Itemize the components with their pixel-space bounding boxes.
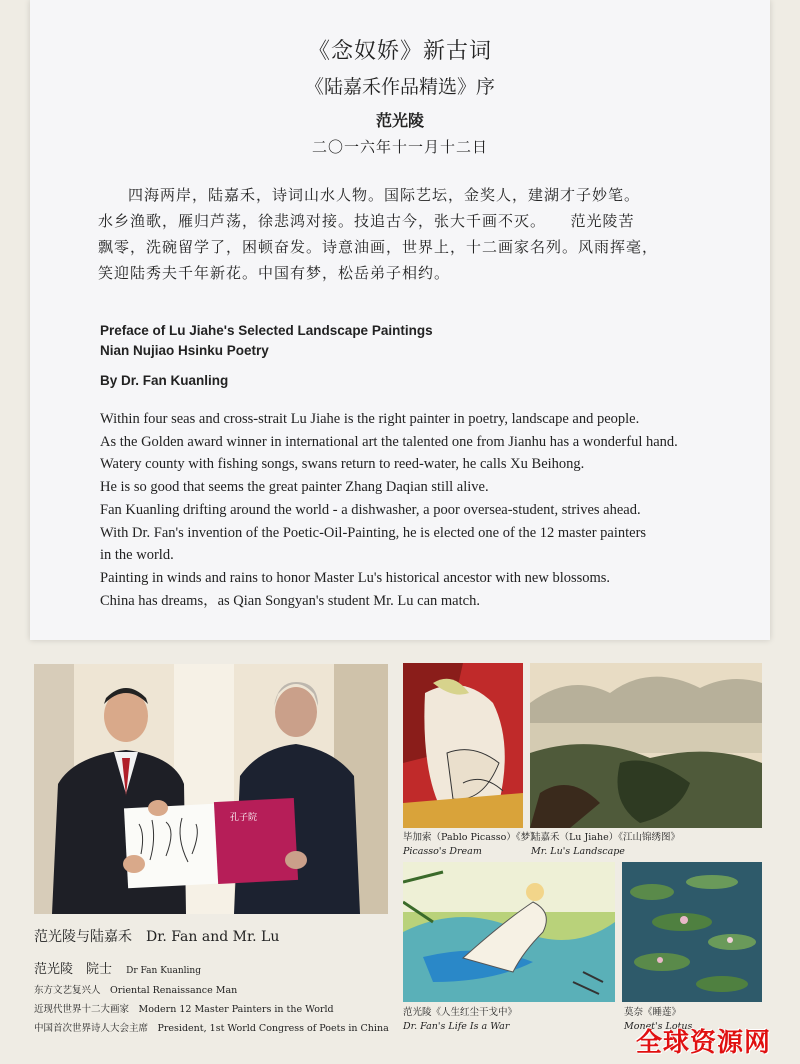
book-cover-text: 孔子院	[230, 813, 258, 823]
photo-illustration	[34, 664, 388, 914]
english-title: Preface of Lu Jiahe's Selected Landscape Paintings	[100, 323, 433, 338]
poem-line: 水乡渔歌，雁归芦荡，徐悲鸿对接。技追古今，张大千画不灭。 范光陵苦	[98, 212, 635, 230]
painting-fan-life-is-a-war	[403, 862, 615, 1002]
translation-line: Fan Kuanling drifting around the world - a dishwasher, a poor oversea-student, strives ahead.	[100, 501, 641, 518]
poem-line: 飘零，洗碗留学了，困顿奋发。诗意油画，世界上，十二画家名列。风雨挥毫，	[98, 238, 659, 256]
monet-caption-en: Monet's Lotus	[624, 1021, 693, 1032]
poem-line: 笑迎陆秀夫千年新花。中国有梦，松岳弟子相约。	[98, 264, 451, 282]
bio-name-en: Dr Fan Kuanling	[126, 966, 201, 976]
picasso-caption-cn: 毕加索（Pablo Picasso）《梦》	[403, 832, 540, 843]
translation-line: He is so good that seems the great painter Zhang Daqian still alive.	[100, 479, 489, 496]
bio-line: 近现代世界十二大画家 Modern 12 Master Painters in the World	[34, 1004, 334, 1015]
lu-caption-cn: 陆嘉禾（Lu Jiahe）《江山锦绣图》	[531, 832, 680, 843]
watermark-logo: 全球资源网	[636, 1028, 772, 1058]
monet-caption-cn: 莫奈《睡莲》	[624, 1007, 682, 1018]
translation-line: Within four seas and cross-strait Lu Jiahe is the right painter in poetry, landscape and people.	[100, 411, 640, 427]
fan-caption-cn: 范光陵《人生红尘干戈中》	[403, 1007, 518, 1018]
painting-picasso-dream	[403, 663, 523, 828]
translation-line: As the Golden award winner in international art the talented one from Jianhu has a wonderful hand.	[100, 433, 678, 450]
bio-name-cn: 范光陵 院士	[34, 962, 113, 977]
lu-caption-en: Mr. Lu's Landscape	[531, 846, 625, 857]
chinese-subtitle: 《陆嘉禾作品精选》序	[304, 76, 495, 98]
painting-lu-landscape	[530, 663, 762, 828]
poem-line: 四海两岸，陆嘉禾，诗词山水人物。国际艺坛，金奖人，建湖才子妙笔。	[128, 186, 641, 204]
bio-line: 东方文艺复兴人 Oriental Renaissance Man	[34, 985, 238, 996]
translation-line: in the world.	[100, 547, 174, 564]
translation-line: Painting in winds and rains to honor Master Lu's historical ancestor with new blossoms.	[100, 569, 611, 586]
translation-line: With Dr. Fan's invention of the Poetic-Oil-Painting, he is elected one of the 12 master painters	[100, 524, 647, 541]
bio-line: 中国首次世界诗人大会主席 President, 1st World Congress of Poets in China	[34, 1023, 389, 1034]
chinese-author: 范光陵	[375, 111, 424, 130]
painting-monet-lotus	[622, 862, 762, 1002]
translation-line: China has dreams，as Qian Songyan's student Mr. Lu can match.	[100, 592, 480, 609]
photo-caption: 范光陵与陆嘉禾 Dr. Fan and Mr. Lu	[34, 929, 280, 945]
translation-line: Watery county with fishing songs, swans return to reed-water, he calls Xu Beihong.	[100, 456, 585, 473]
chinese-title: 《念奴娇》新古词	[307, 39, 492, 64]
english-byline: By Dr. Fan Kuanling	[100, 373, 229, 388]
bio-name	[34, 958, 201, 977]
photo-fan-and-lu	[34, 664, 388, 914]
chinese-date: 二〇一六年十一月十二日	[311, 138, 488, 156]
picasso-caption-en: Picasso's Dream	[403, 846, 482, 857]
picasso-illustration	[403, 663, 523, 828]
english-translation	[100, 408, 740, 612]
monet-illustration	[622, 862, 762, 1002]
english-subtitle: Nian Nujiao Hsinku Poetry	[100, 343, 269, 358]
fan-caption-en: Dr. Fan's Life Is a War	[403, 1021, 510, 1032]
landscape-illustration	[530, 663, 762, 828]
fan-illustration	[403, 862, 615, 1002]
chinese-poem	[98, 182, 728, 286]
